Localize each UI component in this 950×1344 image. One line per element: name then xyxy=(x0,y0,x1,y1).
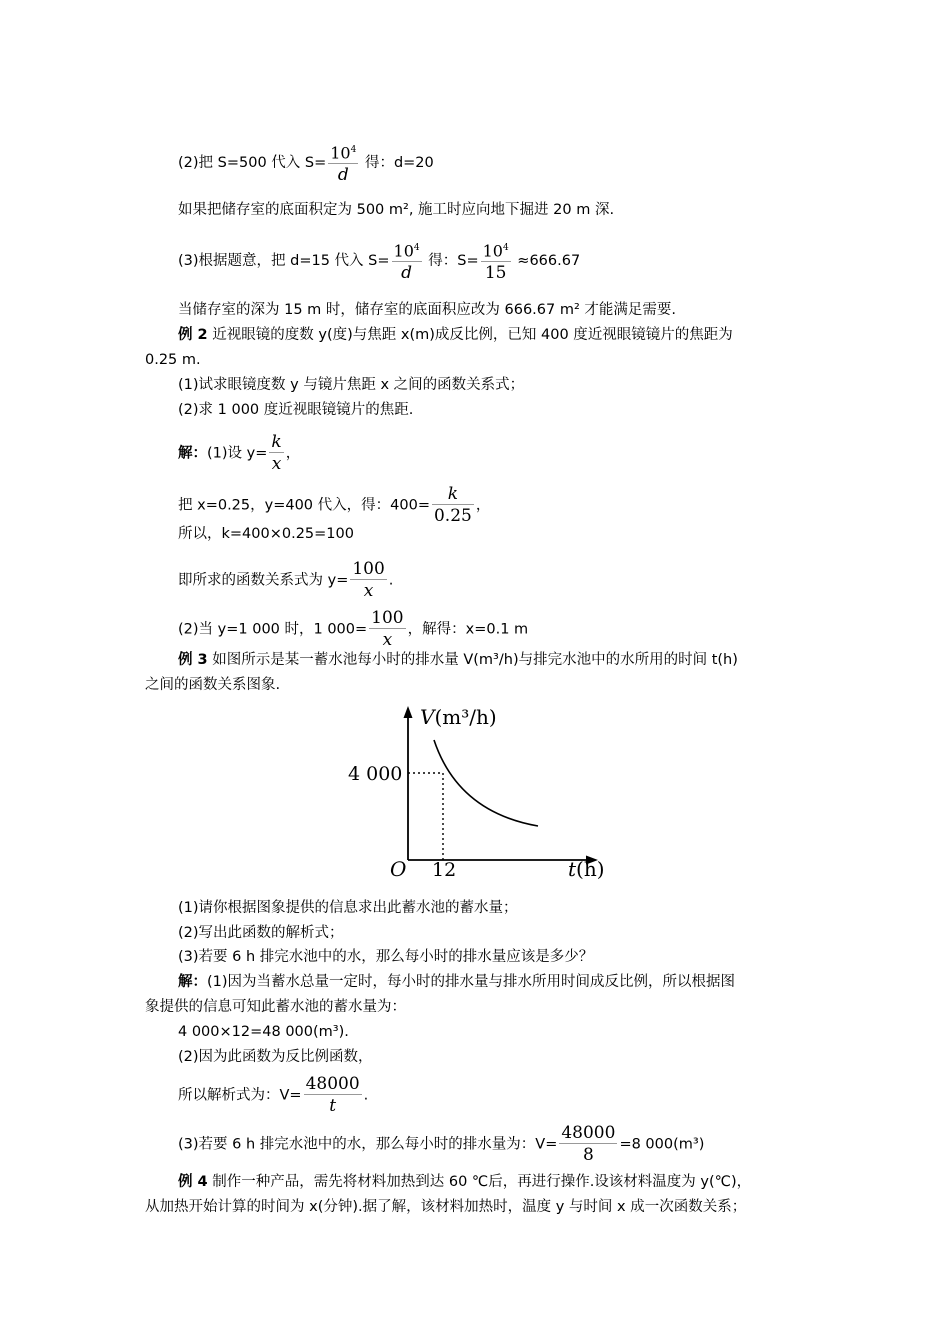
fraction-48000-over-8: $\frac{48000}{8}$ xyxy=(561,1123,616,1165)
y-axis-arrow xyxy=(404,706,413,718)
example2-solution4: 即所求的函数关系式为 y= $\frac{100}{x}$ . xyxy=(178,559,394,601)
example2-solution2: 把 x=0.25，y=400 代入，得：400= $\frac{k}{0.25}$ ， xyxy=(178,484,491,526)
example2-solution1: 解：(1)设 y= $\frac{k}{x}$ ， xyxy=(178,432,301,474)
example3-solution1: 解：(1)因为当蓄水总量一定时，每小时的排水量与排水所用时间成反比例，所以根据图 xyxy=(178,974,736,990)
inverse-curve xyxy=(434,740,538,826)
origin-label: O xyxy=(390,857,407,881)
example2-question1: (1)试求眼镜度数 y 与镜片焦距 x 之间的函数关系式； xyxy=(178,377,525,393)
y-tick-label: 4 000 xyxy=(348,763,403,785)
example4-statement: 例 4 制作一种产品，需先将材料加热到达 60 ℃后，再进行操作.设该材料温度为 y(℃)， xyxy=(178,1174,752,1190)
fraction-10e4-over-d: $\frac{10^4}{d}$ xyxy=(393,241,420,284)
example3-calculation: 4 000×12=48 000(m³). xyxy=(178,1024,349,1040)
example2-solution3: 所以，k=400×0.25=100 xyxy=(178,526,354,542)
example3-solution2: (2)因为此函数为反比例函数， xyxy=(178,1049,373,1065)
x-axis-label: t(h) xyxy=(568,857,605,881)
solution-step-d15: (3)根据题意，把 d=15 代入 S= $\frac{10^4}{d}$ 得：S= $\frac{10^4}{15}$ ≈666.67 xyxy=(178,238,580,284)
example2-statement-cont: 0.25 m. xyxy=(145,352,201,368)
example3-statement: 例 3 如图所示是某一蓄水池每小时的排水量 V(m³/h)与排完水池中的水所用的时间 t(h) xyxy=(178,652,738,668)
fraction-10e4-over-d: $\frac{10^4}{d}$ xyxy=(330,143,357,186)
example3-solution3: 所以解析式为：V= $\frac{48000}{t}$ . xyxy=(178,1074,369,1116)
example3-question1: (1)请你根据图象提供的信息求出此蓄水池的蓄水量； xyxy=(178,900,518,916)
example4-statement-cont: 从加热开始计算的时间为 x(分钟).据了解，该材料加热时，温度 y 与时间 x 成一次函数关系； xyxy=(145,1199,747,1215)
inverse-function-graph xyxy=(340,700,620,885)
solution-step-s500: (2)把 S=500 代入 S= $\frac{10^4}{d}$ 得：d=20 xyxy=(178,140,434,186)
x-tick-label: 12 xyxy=(432,859,457,881)
example3-question3: (3)若要 6 h 排完水池中的水，那么每小时的排水量应该是多少？ xyxy=(178,949,594,965)
example2-solution5: (2)当 y=1 000 时，1 000= $\frac{100}{x}$ ，解得：x=0.1 m xyxy=(178,608,529,650)
fraction-100-over-x: $\frac{100}{x}$ xyxy=(352,559,385,601)
example3-solution4: (3)若要 6 h 排完水池中的水，那么每小时的排水量为：V= $\frac{48000}{8}$ =8 000(m³) xyxy=(178,1123,705,1165)
example3-statement-cont: 之间的函数关系图象. xyxy=(145,677,281,693)
fraction-k-over-x: $\frac{k}{x}$ xyxy=(271,432,282,474)
fraction-48000-over-t: $\frac{48000}{t}$ xyxy=(305,1074,360,1116)
example2-question2: (2)求 1 000 度近视眼镜镜片的焦距. xyxy=(178,402,414,418)
fraction-10e4-over-15: $\frac{10^4}{15}$ xyxy=(482,241,509,284)
fraction-k-over-025: $\frac{k}{0.25}$ xyxy=(433,484,472,526)
conclusion-area: 当储存室的深为 15 m 时，储存室的底面积应改为 666.67 m² 才能满足需要. xyxy=(178,302,677,318)
y-axis-label: V(m³/h) xyxy=(420,705,497,729)
example2-statement: 例 2 近视眼镜的度数 y(度)与焦距 x(m)成反比例，已知 400 度近视眼镜镜片的焦距为 xyxy=(178,327,733,343)
conclusion-depth: 如果把储存室的底面积定为 500 m², 施工时应向地下掘进 20 m 深. xyxy=(178,202,615,218)
example3-solution1-cont: 象提供的信息可知此蓄水池的蓄水量为： xyxy=(145,999,406,1015)
fraction-100-over-x: $\frac{100}{x}$ xyxy=(371,608,404,650)
example3-question2: (2)写出此函数的解析式； xyxy=(178,925,344,941)
